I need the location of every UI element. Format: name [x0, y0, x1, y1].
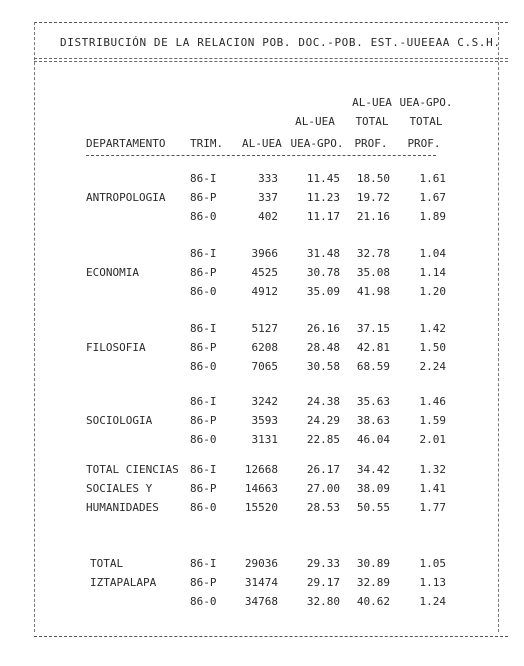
cell-al-uea: 7065 — [251, 360, 278, 373]
cell-al-uea-total-prof: 42.81 — [356, 341, 390, 354]
cell-trim: 86-P — [190, 414, 217, 427]
cell-al-uea: 29036 — [244, 557, 278, 570]
cell-uea-grp-total-prof: 1.41 — [419, 482, 446, 495]
cell-al-uea-total-prof: 30.89 — [356, 557, 390, 570]
cell-uea-grp-total-prof: 1.50 — [419, 341, 446, 354]
cell-trim: 86-P — [190, 266, 217, 279]
cell-al-uea-uea-grp: 27.00 — [306, 482, 340, 495]
top-border — [34, 22, 508, 23]
cell-uea-grp-total-prof: 1.32 — [419, 463, 446, 476]
cell-al-uea-uea-grp: 11.17 — [306, 210, 340, 223]
cell-al-uea-uea-grp: 29.17 — [306, 576, 340, 589]
cell-trim: 86-0 — [190, 501, 217, 514]
cell-al-uea-uea-grp: 30.58 — [306, 360, 340, 373]
cell-al-uea-total-prof: 35.08 — [356, 266, 390, 279]
cell-trim: 86-0 — [190, 433, 217, 446]
cell-trim: 86-0 — [190, 285, 217, 298]
cell-al-uea-uea-grp: 26.16 — [306, 322, 340, 335]
bottom-border — [34, 636, 508, 637]
cell-trim: 86-I — [190, 322, 217, 335]
cell-trim: 86-I — [190, 172, 217, 185]
cell-uea-grp-total-prof: 1.46 — [419, 395, 446, 408]
header-uea-grp-total-prof-1: UEA-GPO. — [399, 96, 453, 109]
cell-al-uea: 402 — [258, 210, 278, 223]
department-name: TOTAL — [90, 557, 124, 570]
header-trim: TRIM. — [190, 137, 224, 150]
cell-uea-grp-total-prof: 1.05 — [419, 557, 446, 570]
cell-al-uea: 3242 — [251, 395, 278, 408]
cell-al-uea: 6208 — [251, 341, 278, 354]
header-al-uea-total-prof-2: TOTAL — [355, 115, 389, 128]
cell-al-uea-uea-grp: 28.53 — [306, 501, 340, 514]
cell-trim: 86-I — [190, 463, 217, 476]
header-al-uea-uea-grp-1: AL-UEA — [295, 115, 335, 128]
cell-al-uea-uea-grp: 30.78 — [306, 266, 340, 279]
cell-uea-grp-total-prof: 1.59 — [419, 414, 446, 427]
cell-uea-grp-total-prof: 1.04 — [419, 247, 446, 260]
cell-trim: 86-P — [190, 341, 217, 354]
cell-al-uea: 4525 — [251, 266, 278, 279]
cell-al-uea-total-prof: 32.89 — [356, 576, 390, 589]
cell-al-uea-total-prof: 38.63 — [356, 414, 390, 427]
cell-trim: 86-I — [190, 557, 217, 570]
cell-al-uea: 3131 — [251, 433, 278, 446]
cell-uea-grp-total-prof: 1.24 — [419, 595, 446, 608]
cell-al-uea-uea-grp: 29.33 — [306, 557, 340, 570]
cell-al-uea: 3593 — [251, 414, 278, 427]
cell-al-uea-total-prof: 46.04 — [356, 433, 390, 446]
cell-al-uea: 337 — [258, 191, 278, 204]
cell-al-uea-uea-grp: 31.48 — [306, 247, 340, 260]
cell-al-uea-total-prof: 18.50 — [356, 172, 390, 185]
cell-al-uea-uea-grp: 32.80 — [306, 595, 340, 608]
cell-uea-grp-total-prof: 1.14 — [419, 266, 446, 279]
cell-al-uea: 15520 — [244, 501, 278, 514]
cell-al-uea: 14663 — [244, 482, 278, 495]
cell-trim: 86-I — [190, 395, 217, 408]
department-name: ECONOMIA — [86, 266, 139, 279]
header-divider — [86, 155, 436, 156]
cell-trim: 86-I — [190, 247, 217, 260]
cell-al-uea-total-prof: 35.63 — [356, 395, 390, 408]
cell-uea-grp-total-prof: 1.89 — [419, 210, 446, 223]
cell-trim: 86-0 — [190, 360, 217, 373]
cell-trim: 86-P — [190, 576, 217, 589]
cell-trim: 86-0 — [190, 595, 217, 608]
cell-al-uea: 4912 — [251, 285, 278, 298]
header-departamento: DEPARTAMENTO — [86, 137, 166, 150]
cell-al-uea-total-prof: 32.78 — [356, 247, 390, 260]
header-al-uea: AL-UEA — [242, 137, 282, 150]
department-name: IZTAPALAPA — [90, 576, 157, 589]
department-name: SOCIALES Y — [86, 482, 153, 495]
department-name: TOTAL CIENCIAS — [86, 463, 179, 476]
cell-uea-grp-total-prof: 1.20 — [419, 285, 446, 298]
cell-al-uea: 12668 — [244, 463, 278, 476]
cell-al-uea: 34768 — [244, 595, 278, 608]
cell-al-uea-total-prof: 19.72 — [356, 191, 390, 204]
cell-al-uea-total-prof: 50.55 — [356, 501, 390, 514]
cell-uea-grp-total-prof: 1.77 — [419, 501, 446, 514]
cell-al-uea: 31474 — [244, 576, 278, 589]
cell-al-uea-total-prof: 21.16 — [356, 210, 390, 223]
cell-al-uea-uea-grp: 26.17 — [306, 463, 340, 476]
department-name: HUMANIDADES — [86, 501, 159, 514]
cell-uea-grp-total-prof: 1.42 — [419, 322, 446, 335]
cell-al-uea-uea-grp: 11.45 — [306, 172, 340, 185]
cell-uea-grp-total-prof: 2.24 — [419, 360, 446, 373]
cell-uea-grp-total-prof: 1.67 — [419, 191, 446, 204]
header-al-uea-uea-grp-2: UEA-GPO. — [290, 137, 344, 150]
department-name: ANTROPOLOGIA — [86, 191, 166, 204]
cell-trim: 86-P — [190, 482, 217, 495]
cell-al-uea-uea-grp: 35.09 — [306, 285, 340, 298]
cell-al-uea-uea-grp: 24.29 — [306, 414, 340, 427]
department-name: SOCIOLOGIA — [86, 414, 153, 427]
cell-al-uea-uea-grp: 11.23 — [306, 191, 340, 204]
cell-al-uea-total-prof: 40.62 — [356, 595, 390, 608]
header-uea-grp-total-prof-2: TOTAL — [409, 115, 443, 128]
cell-uea-grp-total-prof: 1.13 — [419, 576, 446, 589]
right-border — [498, 22, 499, 632]
left-border — [34, 22, 35, 632]
header-uea-grp-total-prof-3: PROF. — [407, 137, 441, 150]
cell-uea-grp-total-prof: 1.61 — [419, 172, 446, 185]
cell-al-uea-uea-grp: 22.85 — [306, 433, 340, 446]
cell-al-uea-total-prof: 34.42 — [356, 463, 390, 476]
header-al-uea-total-prof-3: PROF. — [354, 137, 388, 150]
cell-al-uea: 333 — [258, 172, 278, 185]
cell-al-uea-total-prof: 68.59 — [356, 360, 390, 373]
cell-al-uea-total-prof: 37.15 — [356, 322, 390, 335]
document-title: DISTRIBUCIÓN DE LA RELACION POB. DOC.-POB. EST.-UUEEAA C.S.H. — [60, 36, 501, 49]
cell-al-uea: 5127 — [251, 322, 278, 335]
cell-al-uea-total-prof: 41.98 — [356, 285, 390, 298]
cell-al-uea-uea-grp: 28.48 — [306, 341, 340, 354]
cell-al-uea: 3966 — [251, 247, 278, 260]
cell-al-uea-total-prof: 38.09 — [356, 482, 390, 495]
cell-trim: 86-P — [190, 191, 217, 204]
cell-al-uea-uea-grp: 24.38 — [306, 395, 340, 408]
header-al-uea-total-prof-1: AL-UEA — [352, 96, 392, 109]
department-name: FILOSOFIA — [86, 341, 146, 354]
title-divider — [34, 58, 508, 59]
cell-trim: 86-0 — [190, 210, 217, 223]
cell-uea-grp-total-prof: 2.01 — [419, 433, 446, 446]
